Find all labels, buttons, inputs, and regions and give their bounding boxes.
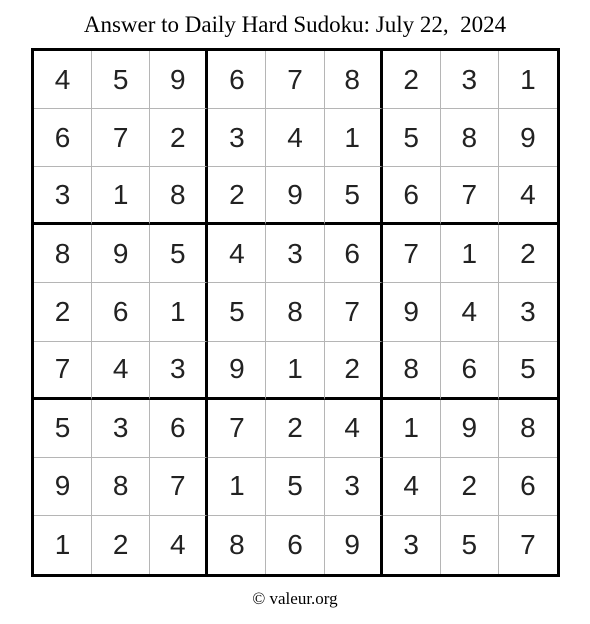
sudoku-cell: 5 (383, 109, 441, 167)
sudoku-cell: 3 (34, 167, 92, 225)
sudoku-cell: 9 (383, 283, 441, 341)
sudoku-cell: 1 (441, 225, 499, 283)
sudoku-cell: 1 (208, 458, 266, 516)
sudoku-cell: 1 (266, 342, 324, 400)
sudoku-cell: 4 (383, 458, 441, 516)
sudoku-cell: 1 (499, 51, 557, 109)
sudoku-cell: 6 (150, 400, 208, 458)
sudoku-cell: 1 (34, 516, 92, 574)
sudoku-cell: 2 (266, 400, 324, 458)
sudoku-cell: 2 (92, 516, 150, 574)
sudoku-cell: 8 (325, 51, 383, 109)
sudoku-cell: 6 (208, 51, 266, 109)
sudoku-cell: 4 (441, 283, 499, 341)
sudoku-cell: 5 (441, 516, 499, 574)
sudoku-cell: 3 (266, 225, 324, 283)
sudoku-cell: 7 (383, 225, 441, 283)
sudoku-cell: 3 (383, 516, 441, 574)
sudoku-cell: 4 (208, 225, 266, 283)
sudoku-cell: 2 (150, 109, 208, 167)
sudoku-cell: 5 (499, 342, 557, 400)
sudoku-cell: 3 (208, 109, 266, 167)
sudoku-cell: 4 (150, 516, 208, 574)
sudoku-cell: 8 (92, 458, 150, 516)
sudoku-cell: 9 (499, 109, 557, 167)
sudoku-cell: 8 (266, 283, 324, 341)
sudoku-cell: 9 (266, 167, 324, 225)
sudoku-cell: 2 (325, 342, 383, 400)
sudoku-cell: 7 (441, 167, 499, 225)
sudoku-cell: 9 (208, 342, 266, 400)
sudoku-cell: 5 (34, 400, 92, 458)
sudoku-cell: 3 (150, 342, 208, 400)
sudoku-cell: 7 (266, 51, 324, 109)
sudoku-cell: 2 (383, 51, 441, 109)
sudoku-cell: 9 (92, 225, 150, 283)
sudoku-cell: 3 (499, 283, 557, 341)
sudoku-cell: 6 (499, 458, 557, 516)
sudoku-cell: 5 (325, 167, 383, 225)
sudoku-cell: 8 (383, 342, 441, 400)
sudoku-cell: 8 (150, 167, 208, 225)
sudoku-cell: 5 (92, 51, 150, 109)
sudoku-cell: 6 (34, 109, 92, 167)
sudoku-cell: 4 (499, 167, 557, 225)
sudoku-cell: 7 (92, 109, 150, 167)
sudoku-cell: 6 (266, 516, 324, 574)
sudoku-cell: 8 (441, 109, 499, 167)
sudoku-cell: 3 (441, 51, 499, 109)
sudoku-cell: 7 (150, 458, 208, 516)
sudoku-cell: 6 (92, 283, 150, 341)
sudoku-cell: 9 (325, 516, 383, 574)
sudoku-cell: 8 (208, 516, 266, 574)
sudoku-cell: 3 (325, 458, 383, 516)
sudoku-cell: 5 (266, 458, 324, 516)
sudoku-cell: 6 (383, 167, 441, 225)
sudoku-cell: 2 (34, 283, 92, 341)
sudoku-cell: 2 (441, 458, 499, 516)
sudoku-cell: 2 (499, 225, 557, 283)
sudoku-cell: 6 (441, 342, 499, 400)
sudoku-cell: 7 (34, 342, 92, 400)
sudoku-cell: 1 (92, 167, 150, 225)
sudoku-cell: 3 (92, 400, 150, 458)
sudoku-cell: 6 (325, 225, 383, 283)
sudoku-cell: 4 (266, 109, 324, 167)
sudoku-cell: 7 (520, 528, 536, 560)
sudoku-cell: 9 (441, 400, 499, 458)
sudoku-cell: 7 (208, 400, 266, 458)
sudoku-cell: 1 (383, 400, 441, 458)
sudoku-cell: 9 (150, 51, 208, 109)
sudoku-cell: 7 (325, 283, 383, 341)
sudoku-board (31, 48, 560, 577)
sudoku-cell: 8 (499, 400, 557, 458)
sudoku-cell: 4 (325, 400, 383, 458)
sudoku-cell: 4 (34, 51, 92, 109)
sudoku-cell: 8 (34, 225, 92, 283)
sudoku-cell: 2 (208, 167, 266, 225)
puzzle-title: Answer to Daily Hard Sudoku: July 22, 2024 (83, 12, 507, 37)
sudoku-cell: 5 (150, 225, 208, 283)
sudoku-cell: 1 (325, 109, 383, 167)
sudoku-cell: 4 (92, 342, 150, 400)
sudoku-cell: 1 (150, 283, 208, 341)
sudoku-cell: 9 (34, 458, 92, 516)
copyright-footer: © valeur.org (252, 589, 338, 608)
sudoku-cell: 5 (208, 283, 266, 341)
